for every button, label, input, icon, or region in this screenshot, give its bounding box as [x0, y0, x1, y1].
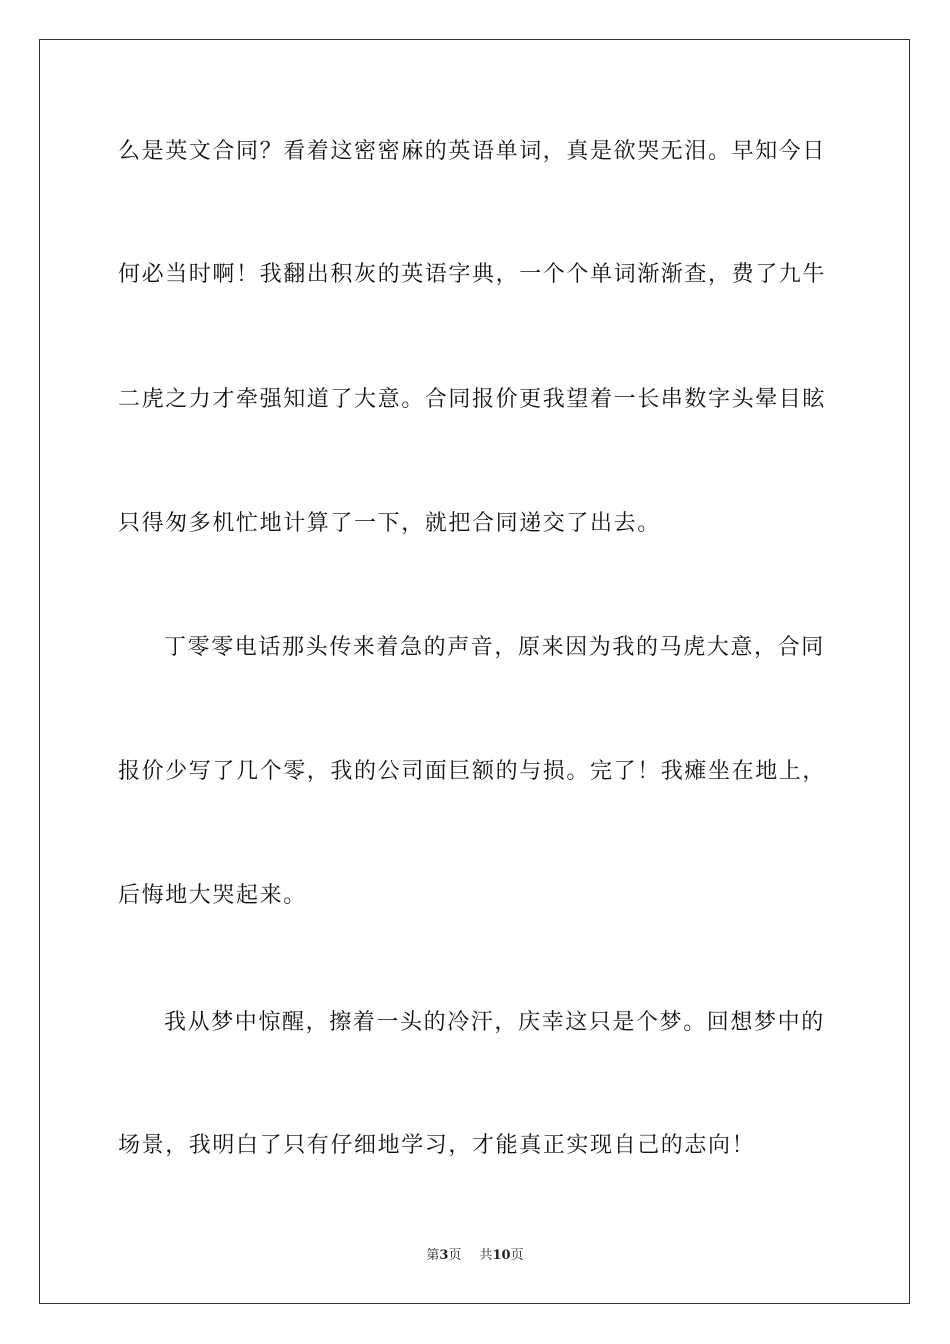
paragraph-line-1: 么是英文合同？看着这密密麻的英语单词，真是欲哭无泪。早知今日 [118, 139, 827, 164]
page-prefix: 第 [426, 1248, 440, 1263]
total-prefix: 共 [479, 1248, 493, 1263]
paragraph-line-7: 后悔地大哭起来。 [118, 883, 307, 908]
page-frame [39, 39, 910, 1304]
total-suffix: 页 [510, 1248, 524, 1263]
page-footer [0, 1247, 950, 1265]
paragraph-line-4: 只得匆多机忙地计算了一下，就把合同递交了出去。 [118, 511, 661, 536]
paragraph-line-9: 场景，我明白了只有仔细地学习，才能真正实现自己的志向！ [118, 1133, 756, 1158]
paragraph-line-8: 我从梦中惊醒，擦着一头的冷汗，庆幸这只是个梦。回想梦中的 [164, 1010, 825, 1035]
paragraph-line-3: 二虎之力才牵强知道了大意。合同报价更我望着一长串数字头晕目眩 [118, 387, 827, 412]
paragraph-line-2: 何必当时啊！我翻出积灰的英语字典，一个个单词渐渐查，费了九牛 [118, 262, 827, 287]
page-suffix: 页 [448, 1248, 462, 1263]
page-number: 3 [439, 1248, 449, 1263]
paragraph-line-6: 报价少写了几个零，我的公司面巨额的与损。完了！我瘫坐在地上， [118, 759, 827, 784]
total-pages: 10 [492, 1248, 511, 1263]
paragraph-line-5: 丁零零电话那头传来着急的声音，原来因为我的马虎大意，合同 [164, 635, 825, 660]
